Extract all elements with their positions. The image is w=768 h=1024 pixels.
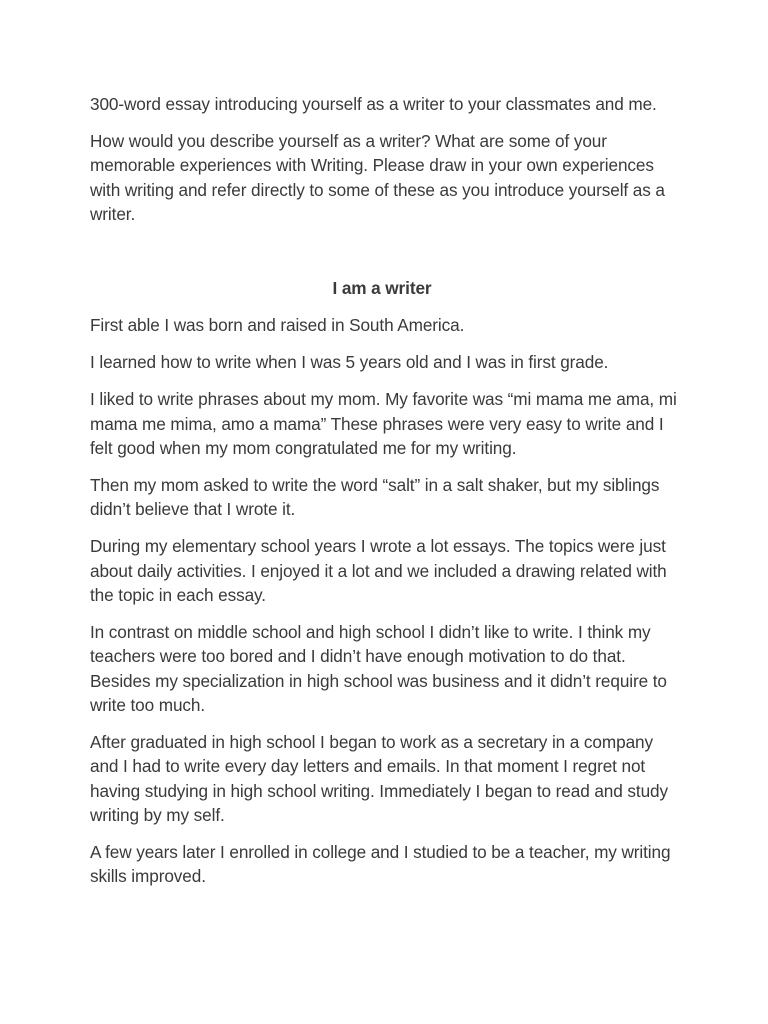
essay-paragraph: During my elementary school years I wrote a lot essays. The topics were just about daily activities. I enjoyed it a lot and we included a drawing related with the topic in each essay. [90,536,667,606]
essay-paragraph: A few years later I enrolled in college and I studied to be a teacher, my writing skills improved. [90,842,671,887]
essay-paragraph: First able I was born and raised in South America. [90,315,465,336]
assignment-questions: How would you describe yourself as a writer? What are some of your memorable experiences with Writing. Please draw in your own experiences with writing and refer directly to some of these as you introduce yourself as a writer. [90,131,665,224]
essay-paragraph: In contrast on middle school and high school I didn’t like to write. I think my teachers were too bored and I didn’t have enough motivation to do that. Besides my specialization in high school was business and it didn’t require to write too much. [90,622,667,716]
essay-paragraph: Then my mom asked to write the word “salt” in a salt shaker, but my siblings didn’t believe that I wrote it. [90,475,660,520]
blank-line [90,239,680,276]
essay-paragraph: After graduated in high school I began to work as a secretary in a company and I had to write every day letters and emails. In that moment I regret not having studying in high school writing. Immediately I began to read and study writing by my self. [90,732,668,825]
essay-paragraph: I learned how to write when I was 5 years old and I was in first grade. [90,352,609,373]
document-page [90,92,680,901]
essay-paragraph: I liked to write phrases about my mom. My favorite was “mi mama me ama, mi mama me mima, amo a mama” These phrases were very easy to write and I felt good when my mom congratulated me for my writing. [90,389,677,458]
essay-title: I am a writer [332,278,432,299]
assignment-prompt: 300-word essay introducing yourself as a writer to your classmates and me. [90,94,657,114]
